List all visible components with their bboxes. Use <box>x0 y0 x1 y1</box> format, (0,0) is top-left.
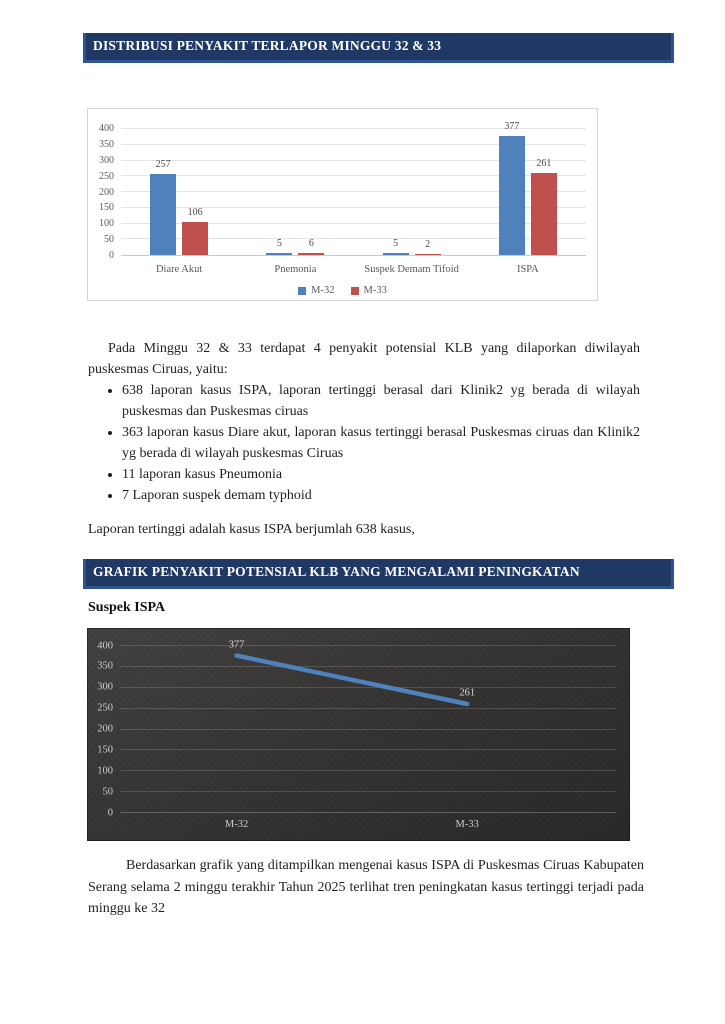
y-tick-label: 250 <box>99 170 114 182</box>
bar-chart-x-axis <box>121 264 586 275</box>
section-header-distribusi <box>83 33 674 63</box>
chart-subheading: Suspek ISPA <box>88 600 166 615</box>
legend-label: M-33 <box>363 285 387 296</box>
y-tick-label: 200 <box>97 723 113 735</box>
bar <box>499 136 525 255</box>
bar <box>182 222 208 255</box>
bar <box>383 253 409 255</box>
y-tick-label: 150 <box>97 744 113 756</box>
legend-item <box>298 285 334 296</box>
bar-m-33 <box>531 129 557 255</box>
bullet-item: • 363 laporan kasus Diare akut, laporan kasus tertinggi berasal Puskesmas ciruas dan Klinik2 yg berada di wilayah puskesmas Ciruas <box>122 422 640 464</box>
line-chart-plot-area <box>120 639 616 813</box>
x-axis-label: M-33 <box>455 819 479 830</box>
bullet-list <box>88 380 640 506</box>
category-group <box>354 129 470 255</box>
y-tick-label: 400 <box>97 639 113 651</box>
y-tick-label: 300 <box>99 154 114 166</box>
bar-m-32 <box>150 129 176 255</box>
y-tick-label: 350 <box>97 660 113 672</box>
y-tick-label: 350 <box>99 138 114 150</box>
section-header-grafik <box>83 559 674 589</box>
y-tick-label: 0 <box>109 250 114 261</box>
bar-value-label: 5 <box>276 238 282 250</box>
trend-line <box>120 646 616 813</box>
bar <box>415 254 441 255</box>
bar-chart-penyakit-terlapor <box>87 108 598 301</box>
bar-m-32 <box>499 121 525 255</box>
bar-m-32 <box>266 129 292 255</box>
bar <box>266 253 292 255</box>
intro-paragraph: Pada Minggu 32 & 33 terdapat 4 penyakit potensial KLB yang dilaporkan diwilayah puskesmas Ciruas, yaitu: <box>88 341 640 377</box>
legend-swatch <box>351 287 359 295</box>
x-axis-label: M-32 <box>224 819 249 830</box>
bar <box>298 253 324 255</box>
section-title-grafik: GRAFIK PENYAKIT POTENSIAL KLB YANG MENGALAMI PENINGKATAN <box>93 564 580 579</box>
bar-chart-bars <box>121 121 586 255</box>
section-title-distribusi: DISTRIBUSI PENYAKIT TERLAPOR MINGGU 32 & 33 <box>93 38 442 53</box>
bar-value-label: 106 <box>187 206 203 218</box>
bar-chart-y-axis <box>88 123 116 261</box>
bullet-item: • 7 Laporan suspek demam typhoid <box>122 485 640 506</box>
bullet-item: • 11 laporan kasus Pneumonia <box>122 464 640 485</box>
line-chart-suspek-ispa <box>87 628 630 841</box>
legend-item <box>351 285 387 296</box>
bar-chart-plot-area <box>121 121 586 256</box>
bar-m-33 <box>298 129 324 255</box>
y-tick-label: 400 <box>99 123 114 134</box>
bar-value-label: 261 <box>536 157 552 169</box>
category-label: Suspek Demam Tifoid <box>364 264 459 275</box>
y-tick-label: 300 <box>97 681 113 693</box>
closing-paragraph: Berdasarkan grafik yang ditampilkan mengenai kasus ISPA di Puskesmas Ciruas Kabupaten Serang selama 2 minggu terakhir Tahun 2025 terlihat tren peningkatan kasus tertinggi terjadi pada minggu ke 32 <box>88 858 644 916</box>
y-tick-label: 150 <box>99 202 114 214</box>
category-label: Diare Akut <box>155 264 203 275</box>
y-tick-label: 100 <box>99 218 114 230</box>
y-tick-label: 200 <box>99 186 114 198</box>
bar-chart-legend <box>88 285 597 296</box>
bar-m-32 <box>383 129 409 255</box>
legend-label: M-32 <box>311 285 335 296</box>
bar-value-label: 5 <box>393 238 399 250</box>
line-chart-y-axis <box>87 639 115 818</box>
summary-paragraph: Laporan tertinggi adalah kasus ISPA berjumlah 638 kasus, <box>88 522 415 537</box>
y-tick-label: 0 <box>107 806 113 818</box>
bar-value-label: 2 <box>425 239 431 251</box>
category-group <box>470 121 586 255</box>
y-tick-label: 250 <box>97 702 113 714</box>
bar-value-label: 6 <box>308 238 314 250</box>
bar <box>531 173 557 255</box>
category-group <box>237 129 353 255</box>
bar-m-33 <box>415 129 441 255</box>
bar-value-label: 257 <box>155 159 171 171</box>
bar-m-33 <box>182 129 208 255</box>
bullet-item: • 638 laporan kasus ISPA, laporan tertinggi berasal dari Klinik2 yg berada di wilayah puskesmas dan Puskesmas ciruas <box>122 380 640 422</box>
category-label: ISPA <box>516 264 539 275</box>
bar-value-label: 377 <box>504 121 520 133</box>
y-tick-label: 100 <box>97 765 113 776</box>
category-label: Pnemonia <box>274 264 317 275</box>
analysis-text-block <box>88 338 640 540</box>
category-group <box>121 129 237 255</box>
y-tick-label: 50 <box>102 785 113 797</box>
data-point-label: 261 <box>459 687 476 699</box>
legend-swatch <box>298 287 306 295</box>
data-point-label: 377 <box>228 639 245 651</box>
bar <box>150 174 176 255</box>
y-tick-label: 50 <box>104 234 114 246</box>
